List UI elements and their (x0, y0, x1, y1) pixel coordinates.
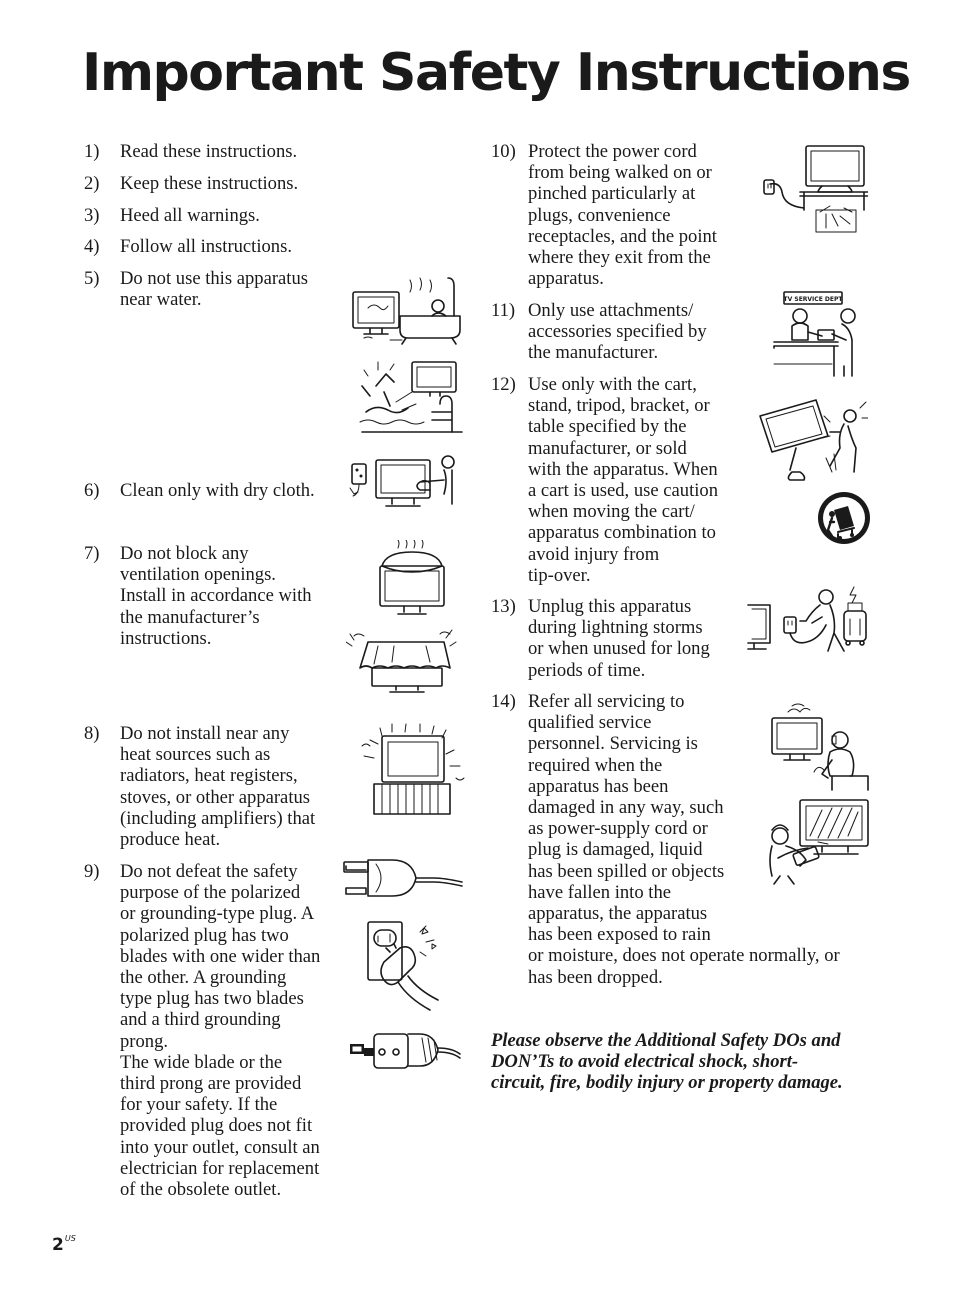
safety-notice: Please observe the Additional Safety DOs and DON’Ts to avoid electrical shock, short- circuit, fire, bodily injury or property damage. (491, 1030, 843, 1094)
tipping-tv-icon (756, 396, 868, 482)
grounding-plug-icon (348, 1020, 462, 1076)
service-counter-icon (772, 290, 868, 378)
instruction-text: Refer all servicing to qualified service personnel. Servicing is required when the apparatus has been damaged in any way, such as power-supply cord or plug is damaged, liquid has been spilled or objects have fallen into the apparatus, the apparatus has been exposed to rain or moisture, does not operate normally, or has been dropped. (528, 691, 840, 988)
instruction-number: 1) (84, 141, 100, 162)
tv-phone-call-icon (768, 700, 872, 792)
instruction-number: 5) (84, 268, 100, 289)
page-number (52, 1234, 76, 1255)
plug-outlet-icon (362, 912, 444, 1020)
instruction-text: Use only with the cart, stand, tripod, bracket, or table specified by the manufacturer, or sold with the apparatus. When a cart is used, use caution when moving the cart/ apparatus combination to avoid injury from tip-over. (528, 374, 719, 586)
tv-bathtub-icon (350, 272, 462, 346)
cloth-draped-tv-icon (346, 622, 458, 696)
tv-pool-icon (356, 356, 464, 436)
instruction-text: Do not install near any heat sources such as radiators, heat registers, stoves, or other apparatus (including amplifiers) that produce heat. (120, 723, 316, 851)
region-code: US (64, 1234, 76, 1243)
cart-tipover-warning-icon (816, 490, 872, 546)
page-number-value: 2 (52, 1235, 64, 1255)
instruction-text: Clean only with dry cloth. (120, 480, 315, 501)
service-sign-text: TV SERVICE DEPT (783, 296, 843, 303)
cleaning-tv-icon (348, 452, 462, 512)
radiator-tv-icon (360, 722, 466, 816)
instruction-number: 2) (84, 173, 100, 194)
instruction-text: Do not defeat the safety purpose of the polarized or grounding-type plug. A polarized plug has two blades with one wider than the other. A grounding type plug has two blades and a third grounding prong. The wide blade or the third prong are provided for your safety. If the provided plug does not fit into your outlet, consult an electrician for replacement of the obsolete outlet. (120, 861, 321, 1201)
instruction-text: Unplug this apparatus during lightning storms or when unused for long periods of time. (528, 596, 710, 681)
instruction-number: 3) (84, 205, 100, 226)
instruction-text: Protect the power cord from being walked on or pinched particularly at plugs, convenience receptacles, and the point where they exit from the apparatus. (528, 141, 717, 290)
instruction-number: 11) (491, 300, 516, 321)
instruction-number: 7) (84, 543, 100, 564)
instruction-number: 10) (491, 141, 516, 162)
unplug-storm-icon (744, 583, 868, 655)
instruction-text: Do not block any ventilation openings. Install in accordance with the manufacturer’s instructions. (120, 543, 312, 649)
instruction-number: 4) (84, 236, 100, 257)
instruction-text: Read these instructions. (120, 141, 298, 162)
instruction-number: 8) (84, 723, 100, 744)
instruction-number: 9) (84, 861, 100, 882)
instruction-text: Heed all warnings. (120, 205, 260, 226)
instruction-text: Only use attachments/ accessories specified by the manufacturer. (528, 300, 707, 364)
instruction-text: Keep these instructions. (120, 173, 299, 194)
damaged-tv-repair-icon (764, 796, 872, 888)
instruction-text: Do not use this apparatus near water. (120, 268, 308, 311)
instruction-number: 13) (491, 596, 516, 617)
instruction-text: Follow all instructions. (120, 236, 292, 257)
instruction-number: 6) (84, 480, 100, 501)
covered-tv-icon (374, 540, 448, 620)
instruction-number: 12) (491, 374, 516, 395)
power-cord-table-icon (760, 142, 868, 238)
page-title: Important Safety Instructions (82, 43, 910, 103)
instruction-number: 14) (491, 691, 516, 712)
polarized-plug-icon (342, 856, 464, 904)
